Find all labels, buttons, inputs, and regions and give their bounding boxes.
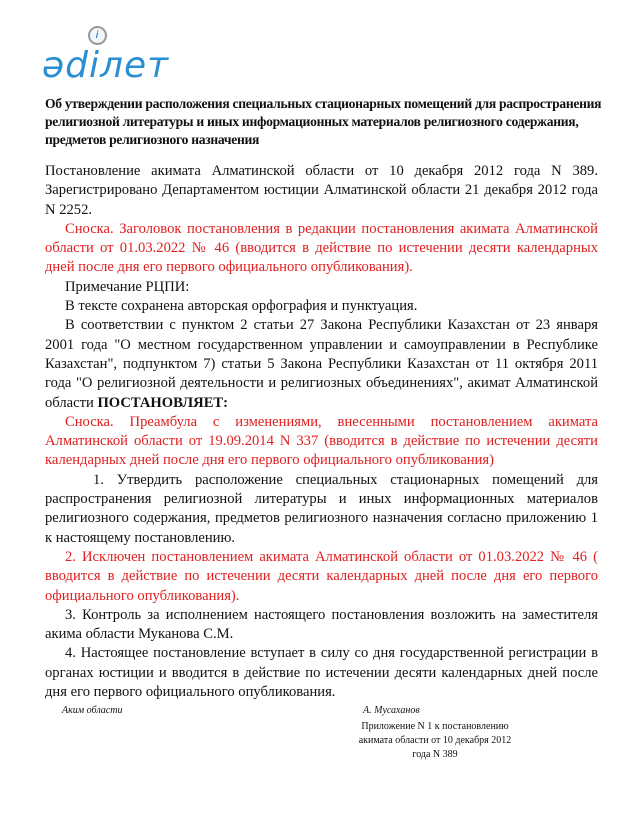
- decree-word: ПОСТАНОВЛЯЕТ:: [97, 394, 229, 411]
- document-body: [45, 162, 598, 702]
- document-title: Об утверждении расположения специальных стационарных помещений для распространения религиозной литературы и иных информационных материалов религиозного содержания, предметов религиозного назначения: [45, 96, 602, 147]
- note-heading: Примечание РЦПИ:: [65, 278, 190, 295]
- signature-position: Аким области: [62, 705, 123, 717]
- signature-name: А. Мусаханов: [363, 705, 420, 717]
- footnote-title: Сноска. Заголовок постановления в редакции постановления акимата Алматинской области от 01.03.2022 № 46 (вводится в действие по истечении десяти календарных дней после дня его первого официального опубликования).: [45, 220, 598, 276]
- item-3: 3. Контроль за исполнением настоящего постановления возложить на заместителя акима области Муканова С.М.: [45, 606, 598, 643]
- item-1: 1. Утвердить расположение специальных стационарных помещений для распространения религиозной литературы и иных информационных материалов религиозного содержания, предметов религиозного назначения согласно приложению 1 к настоящему постановлению.: [45, 471, 598, 546]
- adilet-logo: [42, 30, 170, 86]
- info-icon: i: [88, 26, 107, 45]
- resolution-info: Постановление акимата Алматинской области от 10 декабря 2012 года N 389. Зарегистрировано Департаментом юстиции Алматинской области 21 декабря 2012 года N 2252.: [45, 163, 598, 218]
- note-text: В тексте сохранена авторская орфография и пунктуация.: [65, 298, 418, 315]
- logo-text: ədілет: [42, 45, 170, 86]
- signature-row: [45, 704, 598, 718]
- appendix-note: Приложение N 1 к постановлению акимата области от 10 декабря 2012 года N 389: [358, 721, 512, 761]
- item-2: 2. Исключен постановлением акимата Алматинской области от 01.03.2022 № 46 ( вводится в действие по истечении десяти календарных дней после дня его первого официального опубликования).: [45, 548, 598, 604]
- preamble-text: В соответствии с пунктом 2 статьи 27 Закона Республики Казахстан от 23 января 2001 года "О местном государственном управлении и самоуправлении в Республике Казахстан", подпунктом 7) статьи 5 Закона Республики Казахстан от 11 октября 2011 года "О религиозной деятельности и религиозных объединениях", акимат Алматинской области: [45, 317, 598, 411]
- document-flow: [45, 162, 598, 762]
- item-4: 4. Настоящее постановление вступает в силу со дня государственной регистрации в органах юстиции и вводится в действие по истечении десяти календарных дней после дня его первого официального опубликования.: [45, 645, 598, 701]
- footnote-preamble: Сноска. Преамбула с изменениями, внесенными постановлением акимата Алматинской области от 19.09.2014 N 337 (вводится в действие по истечении десяти календарных дней после дня его первого официального опубликования): [45, 413, 598, 469]
- preamble: [45, 316, 598, 412]
